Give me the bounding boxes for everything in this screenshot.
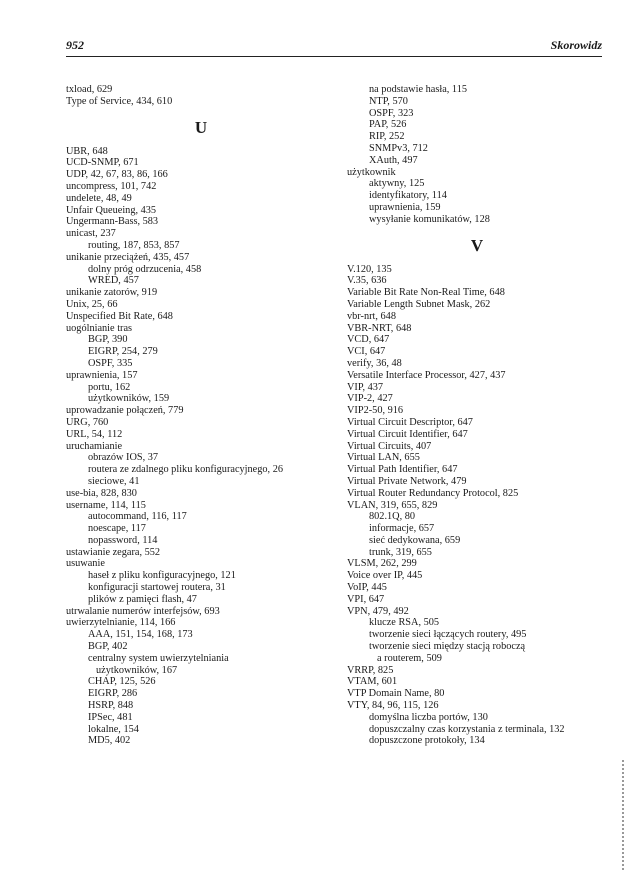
index-subentry: haseł z pliku konfiguracyjnego, 121 (88, 570, 236, 582)
index-subentry: dopuszczalny czas korzystania z terminala, 132 (369, 723, 565, 735)
index-entry: username, 114, 115 (66, 499, 146, 511)
index-subentry: klucze RSA, 505 (369, 617, 440, 629)
header-rule (66, 56, 602, 57)
scan-edge-mark (622, 760, 624, 870)
index-entry: VCI, 647 (347, 346, 386, 358)
index-subentry: OSPF, 335 (88, 357, 133, 369)
index-letter-heading: U (194, 117, 208, 137)
index-subentry: identyfikatory, 114 (369, 190, 447, 202)
index-entry: VTAM, 601 (347, 676, 398, 688)
index-subentry: portu, 162 (88, 381, 131, 393)
index-entry: V.120, 135 (347, 263, 392, 275)
index-entry: VRRP, 825 (347, 664, 394, 676)
index-entry: VIP, 437 (347, 381, 384, 393)
running-title: Skorowidz (550, 38, 602, 52)
index-subentry: autocommand, 116, 117 (88, 511, 187, 523)
index-entry: VPN, 479, 492 (347, 605, 409, 617)
index-subentry: PAP, 526 (369, 119, 407, 131)
index-entry: unicast, 237 (66, 228, 116, 240)
index-entry: URG, 760 (66, 416, 109, 428)
index-subentry: RIP, 252 (369, 131, 405, 143)
index-entry: UCD-SNMP, 671 (66, 157, 139, 169)
index-subentry: EIGRP, 254, 279 (88, 346, 158, 358)
index-subentry: informacje, 657 (369, 523, 435, 535)
index-letter-heading: V (470, 235, 484, 255)
index-subentry: plików z pamięci flash, 47 (88, 593, 197, 605)
index-entry: Versatile Interface Processor, 427, 437 (347, 369, 506, 381)
index-subentry: lokalne, 154 (88, 723, 139, 735)
index-subentry: OSPF, 323 (369, 107, 414, 119)
index-subentry: SNMPv3, 712 (369, 142, 428, 154)
index-subentry: sieć dedykowana, 659 (369, 534, 461, 546)
index-entry: Voice over IP, 445 (347, 570, 423, 582)
index-subentry: NTP, 570 (369, 95, 408, 107)
index-subentry: na podstawie hasła, 115 (369, 84, 467, 95)
index-entry: VTP Domain Name, 80 (347, 688, 445, 700)
index-entry: utrwalanie numerów interfejsów, 693 (66, 605, 220, 617)
index-subentry: routera ze zdalnego pliku konfiguracyjnego, 26 (88, 464, 283, 476)
index-subentry: konfiguracji startowej routera, 31 (88, 582, 226, 594)
index-entry: Virtual Private Network, 479 (347, 475, 467, 487)
index-subentry: wysyłanie komunikatów, 128 (369, 213, 490, 225)
index-entry: Virtual Circuits, 407 (347, 440, 432, 452)
index-entry: use-bia, 828, 830 (66, 487, 137, 499)
index-entry: Virtual Path Identifier, 647 (347, 464, 458, 476)
index-subentry: użytkowników, 159 (88, 393, 170, 405)
index-entry: Type of Service, 434, 610 (66, 95, 173, 107)
index-subentry: 802.1Q, 80 (369, 511, 416, 523)
index-entry: VPI, 647 (347, 593, 385, 605)
index-entry: VoIP, 445 (347, 582, 387, 594)
index-subentry: noescape, 117 (88, 523, 146, 535)
index-entry: txload, 629 (66, 84, 113, 95)
index-entry: VLAN, 319, 655, 829 (347, 499, 438, 511)
index-column-right (347, 84, 607, 747)
index-entry: uprowadzanie połączeń, 779 (66, 405, 184, 417)
index-subentry: BGP, 402 (88, 641, 128, 653)
index-entry: Unfair Queueing, 435 (66, 204, 157, 216)
index-entry: Virtual Circuit Descriptor, 647 (347, 416, 473, 428)
index-entry: VIP2-50, 916 (347, 405, 404, 417)
index-entry: Virtual Circuit Identifier, 647 (347, 428, 468, 440)
index-entry: URL, 54, 112 (66, 428, 123, 440)
index-subentry: XAuth, 497 (369, 154, 418, 166)
index-entry: VTY, 84, 96, 115, 126 (347, 700, 439, 712)
index-entry: Ungermann-Bass, 583 (66, 216, 159, 228)
index-entry: VBR-NRT, 648 (347, 322, 412, 334)
index-entry: Virtual Router Redundancy Protocol, 825 (347, 487, 519, 499)
index-subentry: tworzenie sieci łączących routery, 495 (369, 629, 527, 641)
index-subentry: domyślna liczba portów, 130 (369, 711, 488, 723)
index-subentry: EIGRP, 286 (88, 688, 138, 700)
index-entry: Variable Length Subnet Mask, 262 (347, 298, 491, 310)
index-entry: użytkownik (347, 166, 396, 178)
index-entry: Virtual LAN, 655 (347, 452, 420, 464)
index-entry: uncompress, 101, 742 (66, 180, 157, 192)
index-entry: UDP, 42, 67, 83, 86, 166 (66, 169, 168, 181)
index-subentry: dopuszczone protokoły, 134 (369, 735, 485, 747)
index-entry: uprawnienia, 157 (66, 369, 138, 381)
index-subentry: trunk, 319, 655 (369, 546, 432, 558)
index-entry: unikanie przeciążeń, 435, 457 (66, 251, 190, 263)
index-subentry: AAA, 151, 154, 168, 173 (88, 629, 193, 641)
index-entry: VLSM, 262, 299 (347, 558, 417, 570)
index-subentry: uprawnienia, 159 (369, 201, 441, 213)
index-entry: UBR, 648 (66, 145, 108, 157)
index-entry: ustawianie zegara, 552 (66, 546, 161, 558)
index-entry: uruchamianie (66, 440, 123, 452)
index-entry: Unix, 25, 66 (66, 298, 118, 310)
index-entry: usuwanie (66, 558, 105, 570)
index-subentry: CHAP, 125, 526 (88, 676, 156, 688)
page-number: 952 (66, 38, 84, 52)
index-entry: VCD, 647 (347, 334, 390, 346)
index-subentry: BGP, 390 (88, 334, 128, 346)
index-column-left (66, 84, 336, 747)
page-header (66, 38, 602, 56)
index-entry: uogólnianie tras (66, 322, 133, 334)
index-subentry: a routerem, 509 (377, 652, 442, 664)
index-subentry: dolny próg odrzucenia, 458 (88, 263, 202, 275)
index-subentry: tworzenie sieci między stacją roboczą (369, 641, 526, 653)
index-entry: undelete, 48, 49 (66, 192, 132, 204)
index-subentry: centralny system uwierzytelniania (88, 652, 229, 664)
index-entry: vbr-nrt, 648 (347, 310, 396, 322)
index-subentry: użytkowników, 167 (96, 664, 178, 676)
index-entry: uwierzytelnianie, 114, 166 (66, 617, 176, 629)
index-subentry: sieciowe, 41 (88, 475, 140, 487)
index-entry: V.35, 636 (347, 275, 387, 287)
index-subentry: nopassword, 114 (88, 534, 158, 546)
index-subentry: WRED, 457 (88, 275, 139, 287)
index-subentry: aktywny, 125 (369, 178, 425, 190)
index-subentry: HSRP, 848 (88, 700, 134, 712)
index-entry: unikanie zatorów, 919 (66, 287, 158, 299)
index-entry: Unspecified Bit Rate, 648 (66, 310, 173, 322)
index-entry: verify, 36, 48 (347, 357, 402, 369)
index-entry: Variable Bit Rate Non-Real Time, 648 (347, 287, 505, 299)
index-subentry: obrazów IOS, 37 (88, 452, 159, 464)
index-subentry: MD5, 402 (88, 735, 131, 747)
index-subentry: routing, 187, 853, 857 (88, 239, 180, 251)
index-subentry: IPSec, 481 (88, 711, 133, 723)
index-entry: VIP-2, 427 (347, 393, 393, 405)
